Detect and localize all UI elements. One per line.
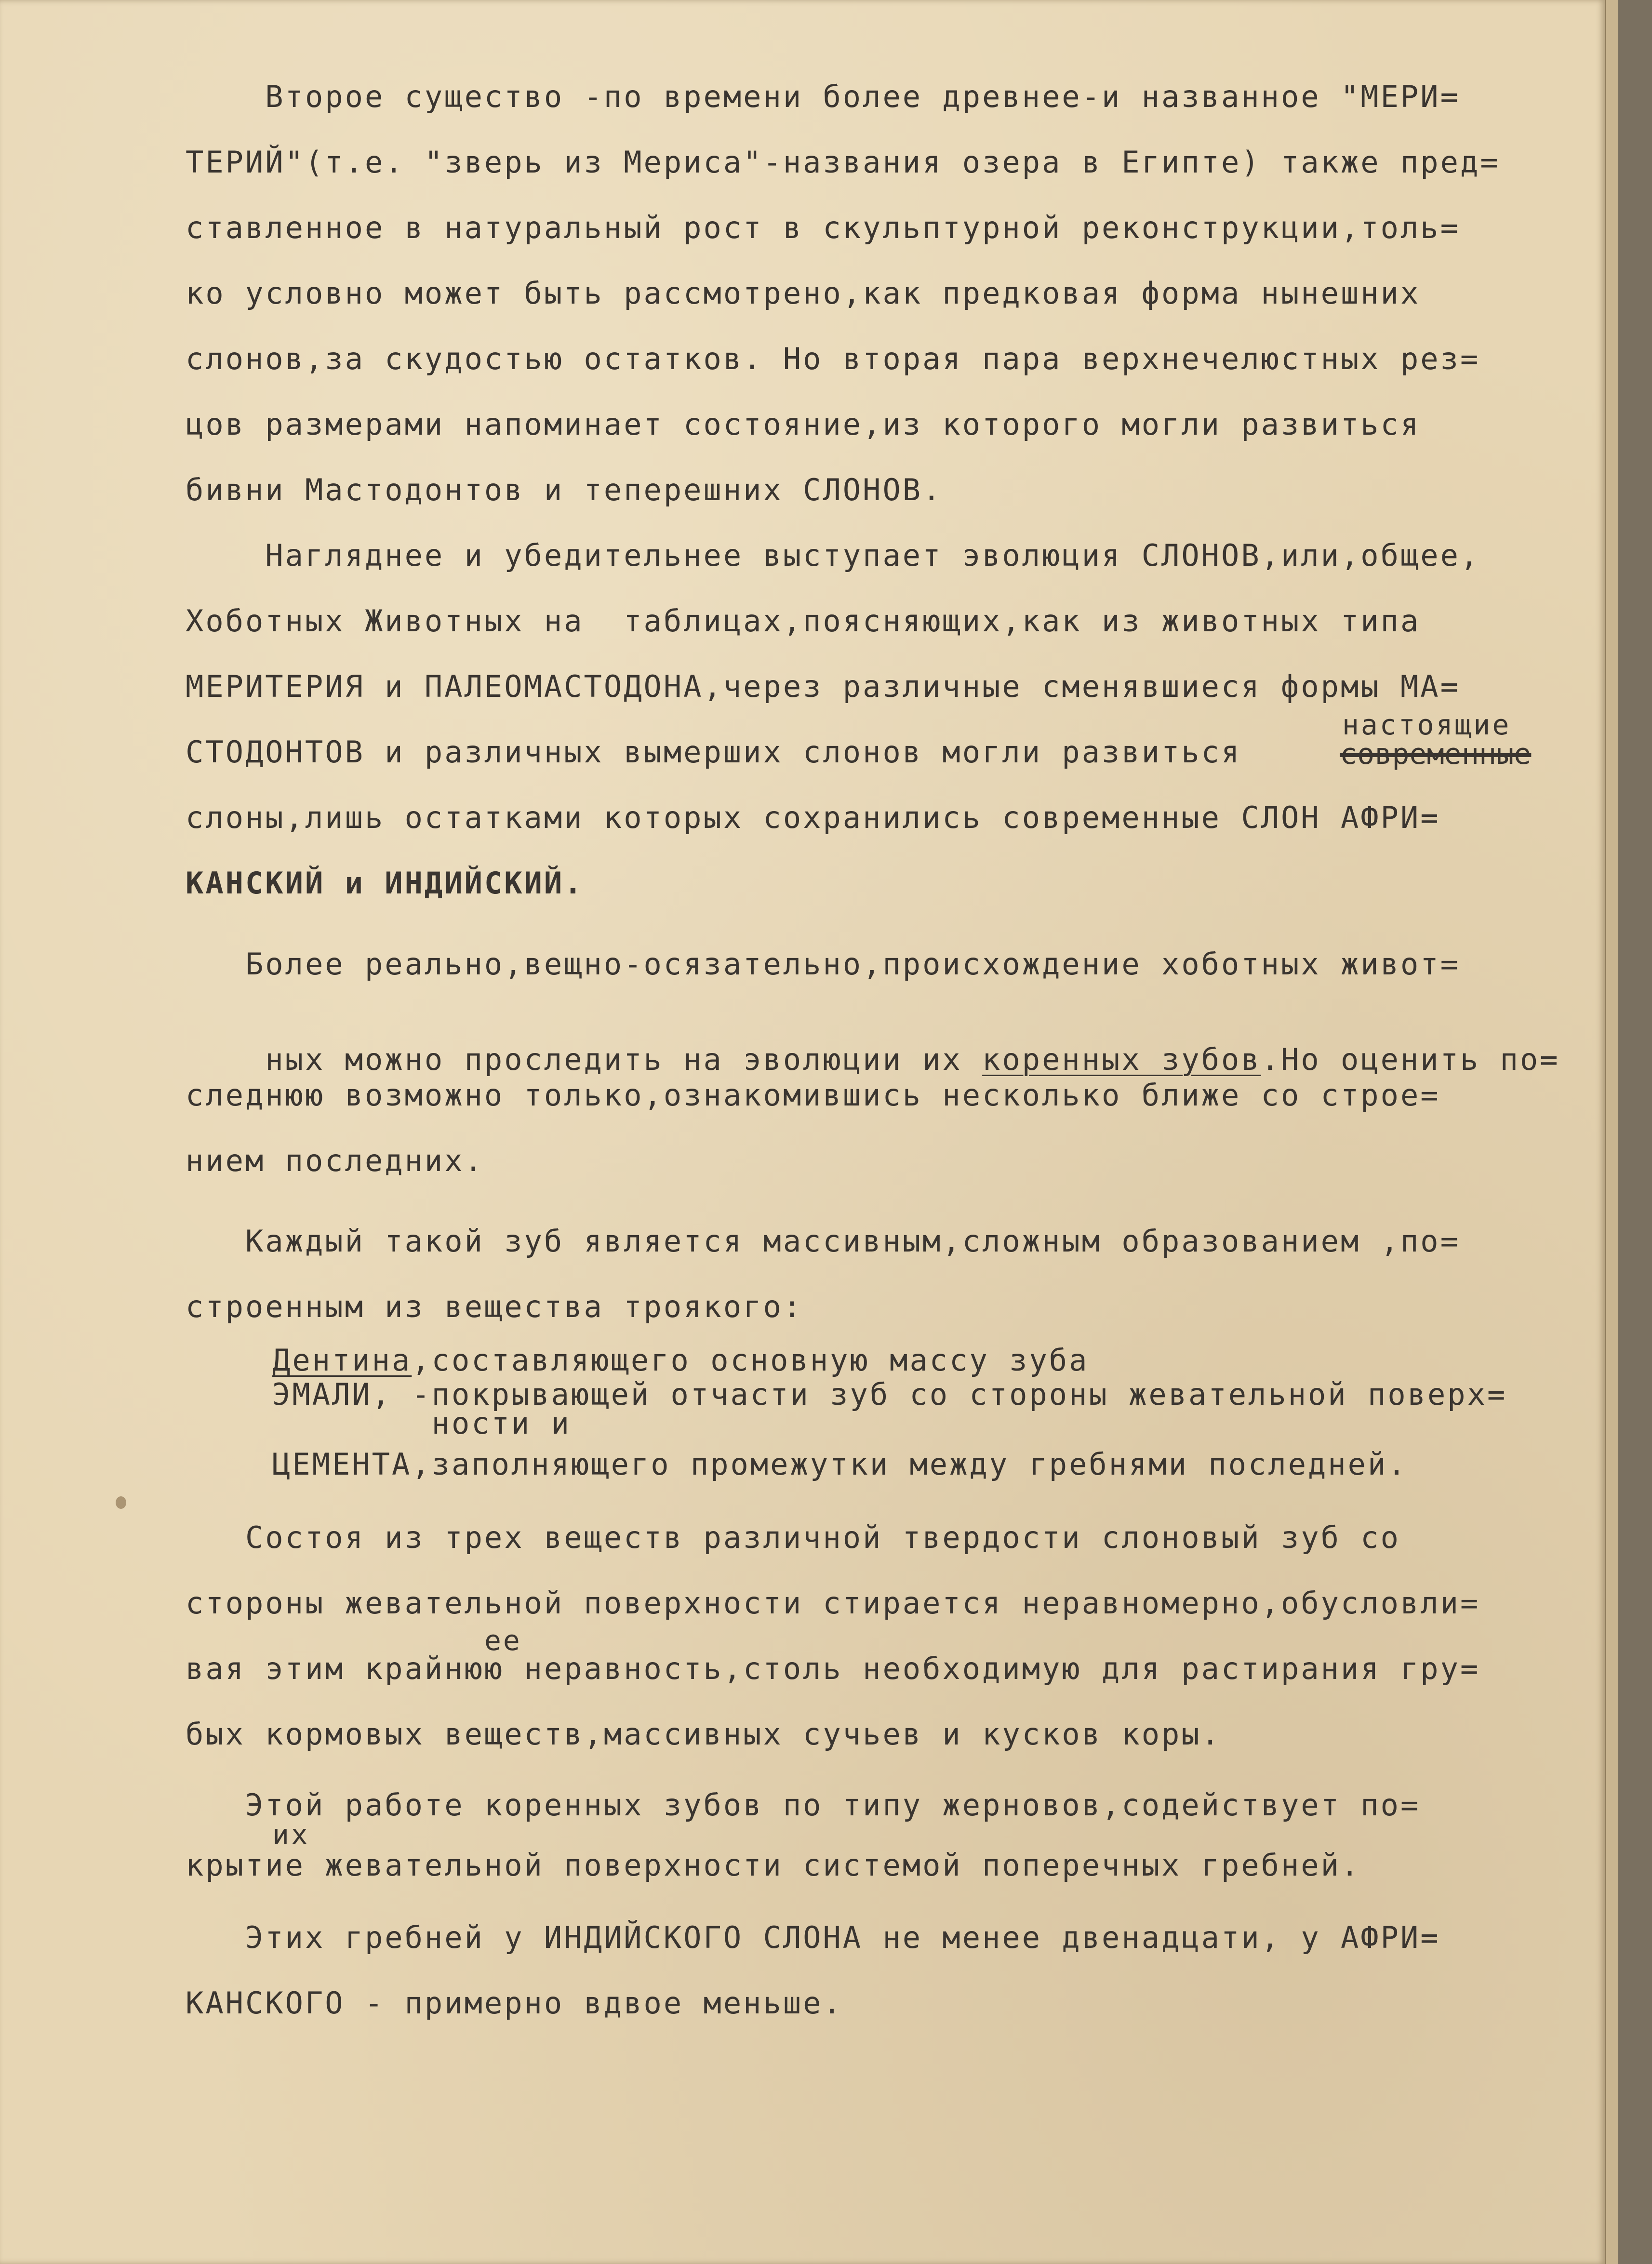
text-line: бых кормовых веществ,массивных сучьев и кусков коры. [186,1717,1222,1752]
text-line: Состоя из трех веществ различной твердости слоновый зуб со [186,1520,1400,1555]
list-item [272,1447,1408,1482]
text-line: стороны жевательной поверхности стирается неравномерно,обусловли= [186,1585,1480,1621]
text-line: ко условно может быть рассмотрено,как предковая форма нынешних [186,276,1421,311]
text-line: Хоботных Животных на таблицах,поясняющих,как из животных типа [186,603,1421,639]
text-segment: .Но оценить по= [1261,1042,1560,1077]
text-line: СТОДОНТОВ и различных вымерших слонов могли развиться [186,734,1241,770]
underlined-phrase: коренных зубов [982,1042,1261,1077]
text-line: нием последних. [186,1143,484,1178]
list-text: , -покрывающей отчасти зуб со стороны жевательной поверх= [372,1377,1507,1412]
typed-page [186,79,1593,2021]
list-term: Дентина [272,1343,412,1378]
text-line: ставленное в натуральный рост в скульптурной реконструкции,толь= [186,210,1460,245]
text-line: слонов,за скудостью остатков. Но вторая пара верхнечелюстных рез= [186,341,1480,376]
paper-stain [116,1496,126,1509]
text-line: Этих гребней у ИНДИЙСКОГО СЛОНА не менее двенадцати, у АФРИ= [186,1920,1440,1955]
handwritten-insertion: ее [484,1624,522,1657]
handwritten-insertion: их [272,1818,310,1851]
text-line: Нагляднее и убедительнее выступает эволюция СЛОНОВ,или,общее, [186,538,1480,573]
background-surface [1618,0,1652,2264]
text-line: КАНСКИЙ и ИНДИЙСКИЙ. [186,866,584,901]
text-line: цов размерами напоминает состояние,из которого могли развиться [186,407,1421,442]
list-item [272,1406,571,1441]
text-line: слоны,лишь остатками которых сохранились современные СЛОН АФРИ= [186,800,1440,835]
text-line: Второе существо -по времени более древнее-и названное "МЕРИ= [186,79,1460,114]
list-text: ,составляющего основную массу зуба [412,1343,1089,1378]
text-line: крытие жевательной поверхности системой поперечных гребней. [186,1848,1361,1883]
text-line: Более реально,вещно-осязательно,происхождение хоботных живот= [186,946,1460,982]
list-item [272,1343,1089,1378]
text-line: Этой работе коренных зубов по типу жерновов,содействует по= [186,1787,1421,1823]
text-line: вая этим крайнюю неравность,столь необходимую для растирания гру= [186,1651,1480,1686]
list-term: ЦЕМЕНТА [272,1447,412,1482]
text-line: строенным из вещества троякого: [186,1289,803,1324]
list-text: ,заполняющего промежутки между гребнями последней. [412,1447,1408,1482]
text-line: бивни Мастодонтов и теперешних СЛОНОВ. [186,472,943,507]
text-line: следнюю возможно только,ознакомившись несколько ближе со строе= [186,1078,1440,1113]
page-edge [1605,0,1620,2264]
text-line: ТЕРИЙ"(т.е. "зверь из Мериса"-названия озера в Египте) также пред= [186,145,1500,180]
handwritten-insertion: настоящие [1342,708,1511,741]
text-line: МЕРИТЕРИЯ и ПАЛЕОМАСТОДОНА,через различные сменявшиеся формы МА= [186,669,1460,704]
list-text: ности и [272,1406,571,1441]
list-item [272,1377,1507,1412]
list-term: ЭМАЛИ [272,1377,372,1412]
text-line: Каждый такой зуб является массивным,сложным образованием ,по= [186,1224,1460,1259]
text-line: КАНСКОГО - примерно вдвое меньше. [186,1985,843,2021]
text-segment: ных можно проследить на эволюции их [265,1042,983,1077]
struck-word: современные [1340,737,1532,771]
